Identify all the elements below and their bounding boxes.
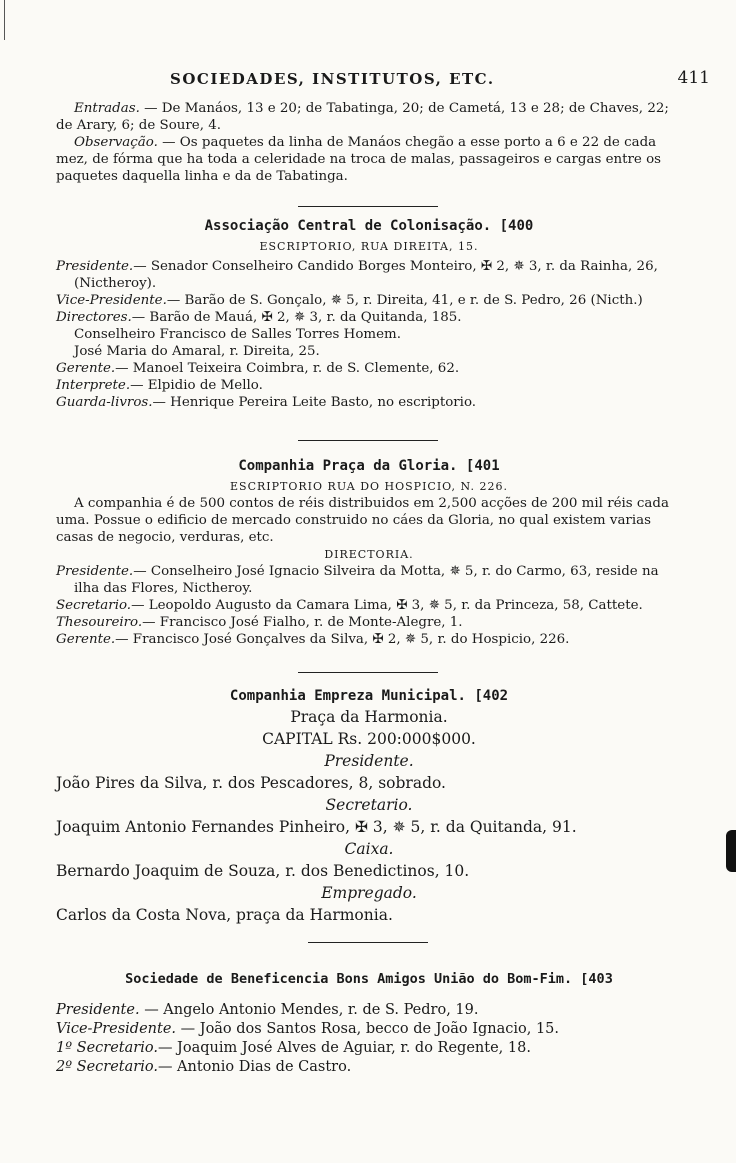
- entradas-text: — De Manáos, 13 e 20; de Tabatinga, 20; de Cametá, 13 e 28; de Chaves, 22; de Arary, 6; de Soure, 4.: [56, 101, 669, 133]
- presidente-text: — Conselheiro José Ignacio Silveira da Motta, ✵ 5, r. do Carmo, 63, reside na ilha das Flores, Nictheroy.: [74, 564, 659, 596]
- empregado-text: Carlos da Costa Nova, praça da Harmonia.: [56, 906, 393, 924]
- section-title: Companhia Praça da Gloria. [401: [238, 458, 500, 474]
- segundo-secretario-text: — Antonio Dias de Castro.: [157, 1059, 352, 1075]
- section-divider: [298, 440, 438, 441]
- observacao-label: Observação.: [74, 135, 158, 150]
- section-subtitle: ESCRIPTORIO RUA DO HOSPICIO, N. 226.: [230, 480, 508, 493]
- secretario-label: Secretario.: [56, 598, 132, 613]
- observacao-text: — Os paquetes da linha de Manáos chegão a esse porto a 6 e 22 de cada mez, de fórma que ha toda a celeridade na troca de malas, passageiros e cargas entre os paquetes daquella linha e da de Tabatinga.: [56, 135, 662, 184]
- gerente-label: Gerente.: [56, 361, 116, 376]
- page-number: 411: [677, 68, 710, 88]
- thesoureiro-text: — Francisco José Fialho, r. de Monte-Alegre, 1.: [142, 615, 463, 630]
- presidente-text: João Pires da Silva, r. dos Pescadores, 8, sobrado.: [56, 774, 446, 792]
- page-header: [170, 70, 710, 92]
- thesoureiro-label: Thesoureiro.: [56, 615, 143, 630]
- director-entry: José Maria do Amaral, r. Direita, 25.: [74, 344, 320, 359]
- empregado-label: Empregado.: [321, 884, 417, 902]
- section-divider: [298, 206, 438, 207]
- section-title: Companhia Empreza Municipal. [402: [229, 688, 509, 704]
- primeiro-secretario-text: — Joaquim José Alves de Aguiar, r. do Regente, 18.: [157, 1040, 531, 1056]
- interprete-text: — Elpidio de Mello.: [130, 378, 263, 393]
- caixa-label: Caixa.: [344, 840, 394, 858]
- section-title: Sociedade de Beneficencia Bons Amigos União do Bom-Fim. [403: [125, 971, 613, 987]
- gerente-label: Gerente.: [56, 632, 116, 647]
- presidente-label: Presidente.: [56, 259, 134, 274]
- presidente-label: Presidente.: [56, 1002, 140, 1018]
- vice-presidente-text: — João dos Santos Rosa, becco de João Ignacio, 15.: [180, 1021, 560, 1037]
- directoria-heading: DIRECTORIA.: [324, 548, 414, 561]
- presidente-label: Presidente.: [56, 564, 134, 579]
- scan-ink-blot: [726, 830, 736, 872]
- section-divider: [308, 942, 428, 943]
- presidente-text: — Angelo Antonio Mendes, r. de S. Pedro, 19.: [144, 1002, 479, 1018]
- vice-presidente-text: — Barão de S. Gonçalo, ✵ 5, r. Direita, 41, e r. de S. Pedro, 26 (Nicth.): [166, 293, 643, 308]
- director-entry: Conselheiro Francisco de Salles Torres Homem.: [74, 327, 401, 342]
- section-402: [56, 686, 682, 926]
- guarda-livros-text: — Henrique Pereira Leite Basto, no escriptorio.: [152, 395, 477, 410]
- directores-text: — Barão de Mauá, ✠ 2, ✵ 3, r. da Quitanda, 185.: [131, 310, 462, 325]
- running-title: SOCIEDADES, INSTITUTOS, ETC.: [170, 70, 495, 88]
- vice-presidente-label: Vice-Presidente.: [56, 1021, 177, 1037]
- presidente-label: Presidente.: [324, 752, 414, 770]
- section-400: [56, 218, 682, 411]
- capital-line: CAPITAL Rs. 200:000$000.: [262, 730, 476, 748]
- secretario-label: Secretario.: [325, 796, 413, 814]
- secretario-text: — Leopoldo Augusto da Camara Lima, ✠ 3, ✵ 5, r. da Princeza, 58, Cattete.: [131, 598, 643, 613]
- gerente-text: — Manoel Teixeira Coimbra, r. de S. Clemente, 62.: [115, 361, 460, 376]
- secretario-text: Joaquim Antonio Fernandes Pinheiro, ✠ 3, ✵ 5, r. da Quitanda, 91.: [56, 818, 577, 836]
- scan-edge-mark: [4, 0, 5, 40]
- section-401: [56, 458, 682, 648]
- section-divider: [298, 672, 438, 673]
- gerente-text: — Francisco José Gonçalves da Silva, ✠ 2, ✵ 5, r. do Hospicio, 226.: [115, 632, 570, 647]
- vice-presidente-label: Vice-Presidente.: [56, 293, 167, 308]
- section-title: Associação Central de Colonisação. [400: [204, 218, 534, 234]
- directores-label: Directores.: [56, 310, 132, 325]
- interprete-label: Interprete.: [56, 378, 131, 393]
- segundo-secretario-label: 2º Secretario.: [56, 1059, 158, 1075]
- guarda-livros-label: Guarda-livros.: [56, 395, 153, 410]
- location-line: Praça da Harmonia.: [290, 708, 448, 726]
- caixa-text: Bernardo Joaquim de Souza, r. dos Benedictinos, 10.: [56, 862, 470, 880]
- section-403: [56, 970, 682, 1077]
- presidente-text: — Senador Conselheiro Candido Borges Monteiro, ✠ 2, ✵ 3, r. da Rainha, 26, (Nictheroy).: [74, 259, 658, 291]
- section-paragraph: A companhia é de 500 contos de réis distribuidos em 2,500 acções de 200 mil réis cada uma. Possue o edificio de mercado construido no cáes da Gloria, no qual existem varias casas de negocio, verduras, etc.: [56, 496, 669, 545]
- entradas-label: Entradas.: [74, 101, 140, 116]
- intro-block: [56, 100, 682, 185]
- primeiro-secretario-label: 1º Secretario.: [56, 1040, 158, 1056]
- section-subtitle: ESCRIPTORIO, RUA DIREITA, 15.: [259, 240, 479, 253]
